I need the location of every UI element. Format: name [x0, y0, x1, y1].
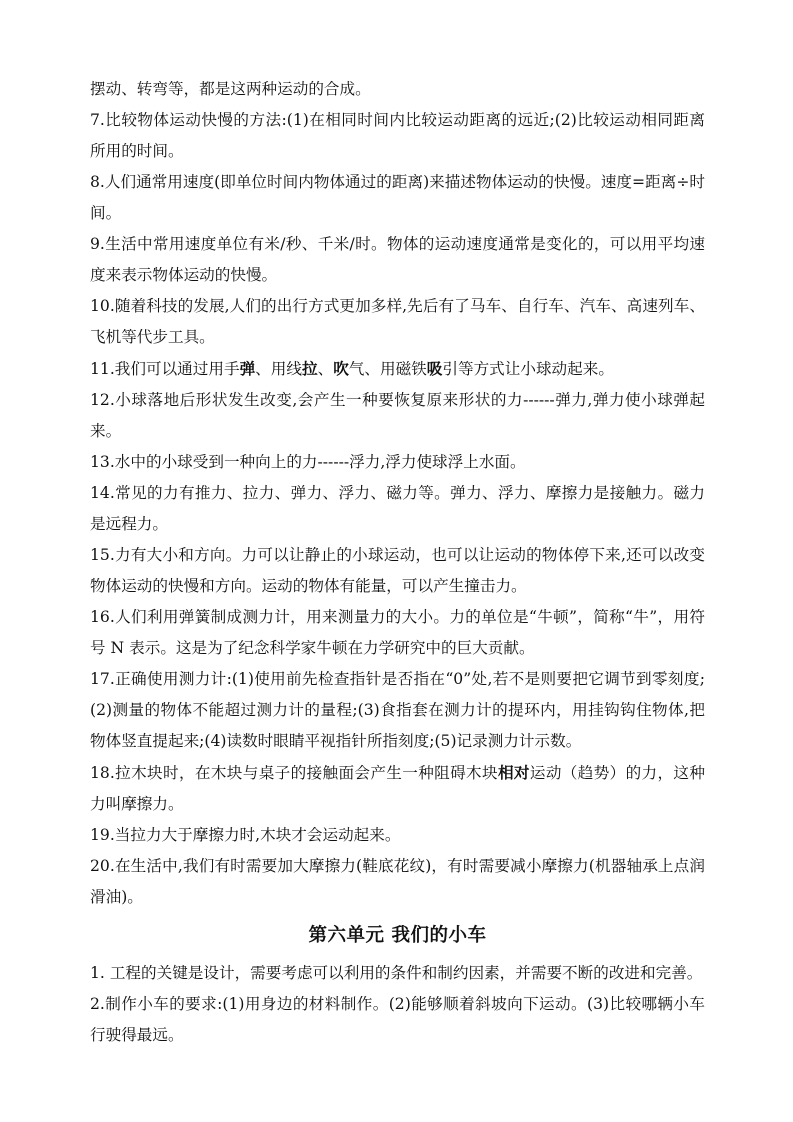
text-segment: 13.水中的小球受到一种向上的力------浮力,浮力使球浮上水面。: [90, 453, 526, 471]
text-segment: 12.小球落地后形状发生改变,会产生一种要恢复原来形状的力------弹力,弹力使小球弹起来。: [90, 391, 705, 440]
text-segment: 16.人们利用弹簧制成测力计，用来测量力的大小。力的单位是“牛顿”，简称“牛”，用符号 N 表示。这是为了纪念科学家牛顿在力学研究中的巨大贡献。: [90, 608, 705, 657]
text-segment: 、用线: [255, 360, 302, 378]
paragraph-p14: [90, 478, 705, 540]
text-segment: 气、用磁铁: [348, 360, 427, 378]
bold-keyword: 拉: [301, 359, 318, 378]
bold-keyword: 吸: [426, 359, 443, 378]
paragraph-p18: [90, 757, 705, 820]
paragraph-p20: [90, 851, 705, 913]
text-segment: 11.我们可以通过用手: [90, 360, 240, 378]
paragraph-u6p2: [90, 989, 705, 1051]
text-segment: 运动（趋势）的力，这种力叫摩擦力。: [90, 764, 705, 813]
text-segment: 引等方式让小球动起来。: [442, 360, 614, 378]
text-segment: 17.正确使用测力计:(1)使用前先检查指针是否指在“0”处,若不是则要把它调节到零刻度;(2)测量的物体不能超过测力计的量程;(3)食指套在测力计的提环内，用挂钩钩住物体,把物体竖直提起来;(4)读数时眼睛平视指针所指刻度;(5)记录测力计示数。: [90, 670, 705, 750]
text-segment: 1. 工程的关键是设计，需要考虑可以利用的条件和制约因素，并需要不断的改进和完善。: [90, 964, 703, 982]
text-segment: 20.在生活中,我们有时需要加大摩擦力(鞋底花纹)，有时需要减小摩擦力(机器轴承上点润滑油)。: [90, 857, 705, 906]
paragraph-p11: [90, 353, 705, 385]
paragraph-p19: [90, 820, 705, 851]
text-segment: 8.人们通常用速度(即单位时间内物体通过的距离)来描述物体运动的快慢。速度=距离÷时间。: [90, 173, 705, 222]
text-segment: 14.常见的力有推力、拉力、弹力、浮力、磁力等。弹力、浮力、摩擦力是接触力。磁力是远程力。: [90, 484, 705, 533]
text-segment: 2.制作小车的要求:(1)用身边的材料制作。(2)能够顺着斜坡向下运动。(3)比较哪辆小车行驶得最远。: [90, 995, 705, 1044]
text-segment: 19.当拉力大于摩擦力时,木块才会运动起来。: [90, 826, 401, 844]
paragraph-p8: [90, 167, 705, 229]
section-heading: 第六单元 我们的小车: [308, 925, 487, 946]
paragraph-p7: [90, 105, 705, 167]
text-segment: 15.力有大小和方向。力可以让静止的小球运动，也可以让运动的物体停下来,还可以改变物体运动的快慢和方向。运动的物体有能量，可以产生撞击力。: [90, 546, 705, 595]
paragraph-p6_cont: [90, 74, 705, 105]
unit-five-content: [90, 74, 705, 913]
document-page: [90, 74, 705, 1051]
paragraph-p13: [90, 447, 705, 478]
text-segment: 18.拉木块时，在木块与桌子的接触面会产生一种阻碍木块: [90, 764, 498, 782]
paragraph-p9: [90, 229, 705, 291]
text-segment: 、: [317, 360, 334, 378]
paragraph-p16: [90, 602, 705, 664]
paragraph-p15: [90, 540, 705, 602]
bold-keyword: 弹: [239, 359, 256, 378]
paragraph-p17: [90, 664, 705, 757]
text-segment: 9.生活中常用速度单位有米/秒、千米/时。物体的运动速度通常是变化的，可以用平均速度来表示物体运动的快慢。: [90, 235, 705, 284]
text-segment: 10.随着科技的发展,人们的出行方式更加多样,先后有了马车、自行车、汽车、高速列车、飞机等代步工具。: [90, 297, 705, 346]
bold-keyword: 相对: [497, 763, 530, 782]
text-segment: 7.比较物体运动快慢的方法:(1)在相同时间内比较运动距离的远近;(2)比较运动相同距离所用的时间。: [90, 111, 705, 160]
text-segment: 摆动、转弯等，都是这两种运动的合成。: [90, 80, 371, 98]
unit-six-content: [90, 958, 705, 1051]
paragraph-p12: [90, 385, 705, 447]
paragraph-u6p1: [90, 958, 705, 989]
paragraph-p10: [90, 291, 705, 353]
bold-keyword: 吹: [333, 359, 349, 378]
